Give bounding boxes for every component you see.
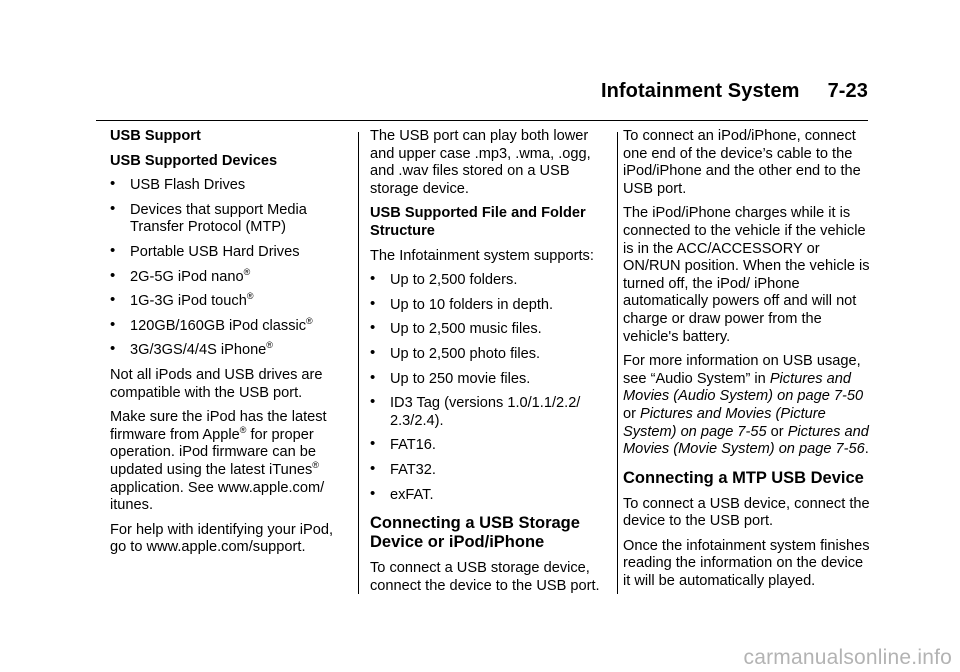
bullet-icon: •	[370, 459, 376, 477]
column-2	[370, 128, 610, 602]
bullet-icon: •	[110, 291, 116, 309]
ref-picture-system[interactable]: Pictures and Movies (Picture System) on page 7-55	[623, 405, 826, 440]
usb-support-heading: USB Support	[110, 128, 201, 144]
supported-devices-list	[110, 177, 350, 360]
supported-devices-heading: USB Supported Devices	[110, 152, 278, 169]
column-divider-right	[617, 132, 618, 594]
bullet-icon: •	[370, 294, 376, 312]
bullet-icon: •	[370, 319, 376, 337]
support-list	[370, 272, 610, 504]
column-1	[110, 128, 350, 564]
bullet-icon: •	[370, 484, 376, 502]
device-list-item: • 3G/3GS/4/4S iPhone®	[110, 340, 273, 359]
device-list-item: • USB Flash Drives	[110, 175, 246, 194]
bullet-icon: •	[110, 241, 116, 259]
mtp-heading: Connecting a MTP USB Device	[623, 468, 864, 487]
connect-storage-heading: Connecting a USB Storage Device or iPod/iPhone	[370, 514, 580, 552]
support-list-item: • ID3 Tag (versions 1.0/1.1/2.2/ 2.3/2.4).	[370, 393, 581, 429]
bullet-icon: •	[110, 266, 116, 284]
more-info-paragraph: For more information on USB usage, see “Audio System” in Pictures and Movies (Audio System) on page 7-50 or Pictures and Movies (Picture System) on page 7-55 or Pictures and Movies (Movie System) on page 7-56.	[623, 353, 869, 458]
support-list-item: • Up to 250 movie files.	[370, 368, 531, 387]
device-list-item: • 1G-3G iPod touch®	[110, 291, 254, 310]
ref-audio-system[interactable]: Pictures and Movies (Audio System) on page 7-50	[623, 370, 864, 405]
device-list-item: • 120GB/160GB iPod classic®	[110, 315, 313, 334]
support-list-item: • exFAT.	[370, 484, 434, 503]
bullet-icon: •	[370, 368, 376, 386]
bullet-icon: •	[110, 315, 116, 333]
header-title	[601, 80, 868, 103]
device-list-item: • Portable USB Hard Drives	[110, 241, 300, 260]
charging-paragraph: The iPod/iPhone charges while it is connected to the vehicle if the vehicle is in the ACC/ACCESSORY or ON/RUN position. When the vehicle is turned off, the iPod/ iPhone automatically powers off and will not charge or draw power from the vehicle's battery.	[623, 205, 870, 345]
ref-movie-system[interactable]: Pictures and Movies (Movie System) on page 7-56	[623, 423, 869, 458]
support-list-item: • FAT32.	[370, 459, 436, 478]
bullet-icon: •	[110, 199, 116, 217]
device-list-item: • Devices that support Media Transfer Protocol (MTP)	[110, 199, 307, 236]
support-list-item: • Up to 2,500 music files.	[370, 319, 542, 338]
supports-paragraph: The Infotainment system supports:	[370, 247, 594, 264]
bullet-icon: •	[110, 175, 116, 193]
connect-ipod-paragraph: To connect an iPod/iPhone, connect one end of the device’s cable to the iPod/iPhone and the other end to the USB port.	[623, 128, 861, 197]
support-list-item: • Up to 10 folders in depth.	[370, 294, 554, 313]
support-list-item: • FAT16.	[370, 435, 436, 454]
page-number: 7-23	[827, 80, 868, 102]
column-3	[623, 128, 873, 598]
page-header	[96, 80, 868, 121]
bullet-icon: •	[370, 343, 376, 361]
section-title: Infotainment System	[600, 80, 800, 102]
watermark: carmanualsonline.info	[743, 646, 952, 669]
autoplay-paragraph: Once the infotainment system finishes reading the information on the device it will be automatically played.	[623, 537, 870, 590]
support-list-item: • Up to 2,500 photo files.	[370, 343, 541, 362]
compat-note: Not all iPods and USB drives are compatible with the USB port.	[110, 366, 323, 401]
bullet-icon: •	[370, 270, 376, 288]
bullet-icon: •	[370, 393, 376, 411]
column-divider-left	[358, 132, 359, 594]
connect-storage-paragraph: To connect a USB storage device, connect the device to the USB port.	[370, 560, 600, 594]
support-list-item: • Up to 2,500 folders.	[370, 270, 518, 289]
device-list-item: • 2G-5G iPod nano®	[110, 266, 251, 285]
bullet-icon: •	[110, 340, 116, 358]
firmware-note: Make sure the iPod has the latest firmware from Apple® for proper operation. iPod firmware can be updated using the latest iTunes® application. See www.apple.com/ itunes.	[110, 409, 327, 514]
mtp-paragraph: To connect a USB device, connect the device to the USB port.	[623, 495, 870, 530]
file-structure-heading: USB Supported File and Folder Structure	[370, 205, 586, 239]
help-note: For help with identifying your iPod, go to www.apple.com/support.	[110, 521, 334, 556]
file-types-paragraph: The USB port can play both lower and upper case .mp3, .wma, .ogg, and .wav files stored on a USB storage device.	[370, 128, 591, 197]
bullet-icon: •	[370, 435, 376, 453]
